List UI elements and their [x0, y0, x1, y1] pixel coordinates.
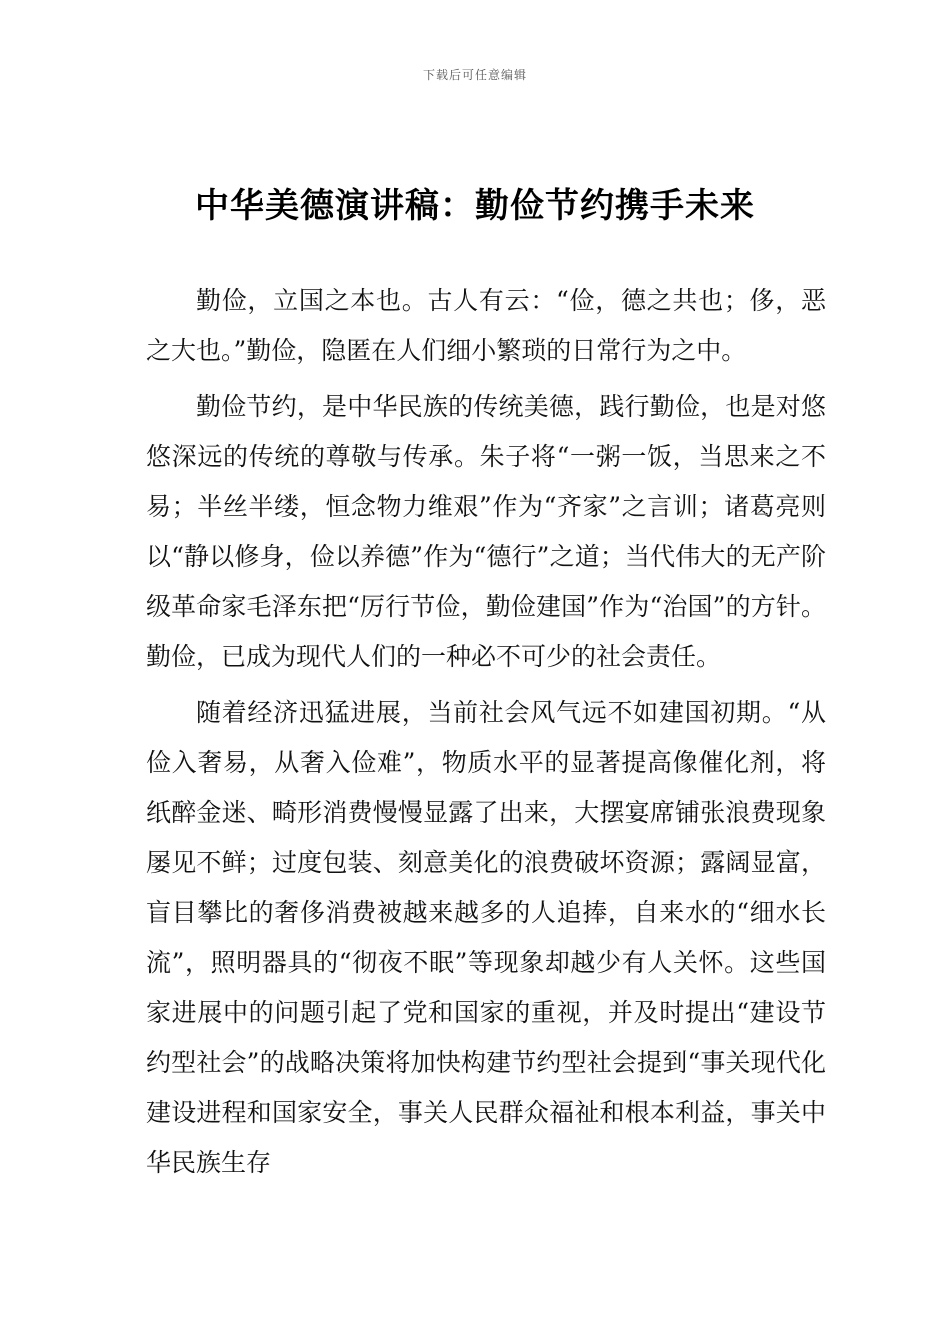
paragraph-3: 随着经济迅猛进展，当前社会风气远不如建国初期。“从俭入奢易，从奢入俭难”，物质水平的显著提高像催化剂，将纸醉金迷、畸形消费慢慢显露了出来，大摆宴席铺张浪费现象屡见不鲜；过度包装、刻意美化的浪费破坏资源；露阔显富，盲目攀比的奢侈消费被越来越多的人追捧，自来水的“细水长流”，照明器具的“彻夜不眠”等现象却越少有人关怀。这些国家进展中的问题引起了党和国家的重视，并及时提出“建设节约型社会”的战略决策将加快构建节约型社会提到“事关现代化建设进程和国家安全，事关人民群众福祉和根本利益，事关中华民族生存: [146, 698, 826, 1177]
paragraph-2: 勤俭节约，是中华民族的传统美德，践行勤俭，也是对悠悠深远的传统的尊敬与传承。朱子将“一粥一饭，当思来之不易；半丝半缕，恒念物力维艰”作为“齐家”之言训；诸葛亮则以“静以修身，俭以养德”作为“德行”之道；当代伟大的无产阶级革命家毛泽东把“厉行节俭，勤俭建国”作为“治国”的方针。勤俭，已成为现代人们的一种必不可少的社会责任。: [146, 392, 826, 671]
paragraph-1: 勤俭，立国之本也。古人有云：“俭，德之共也；侈，恶之大也。”勤俭，隐匿在人们细小繁琐的日常行为之中。: [146, 286, 826, 365]
document-body: [146, 276, 826, 1194]
header-note: 下载后可任意编辑: [422, 68, 527, 82]
document-title: 中华美德演讲稿：勤俭节约携手未来: [195, 186, 755, 226]
